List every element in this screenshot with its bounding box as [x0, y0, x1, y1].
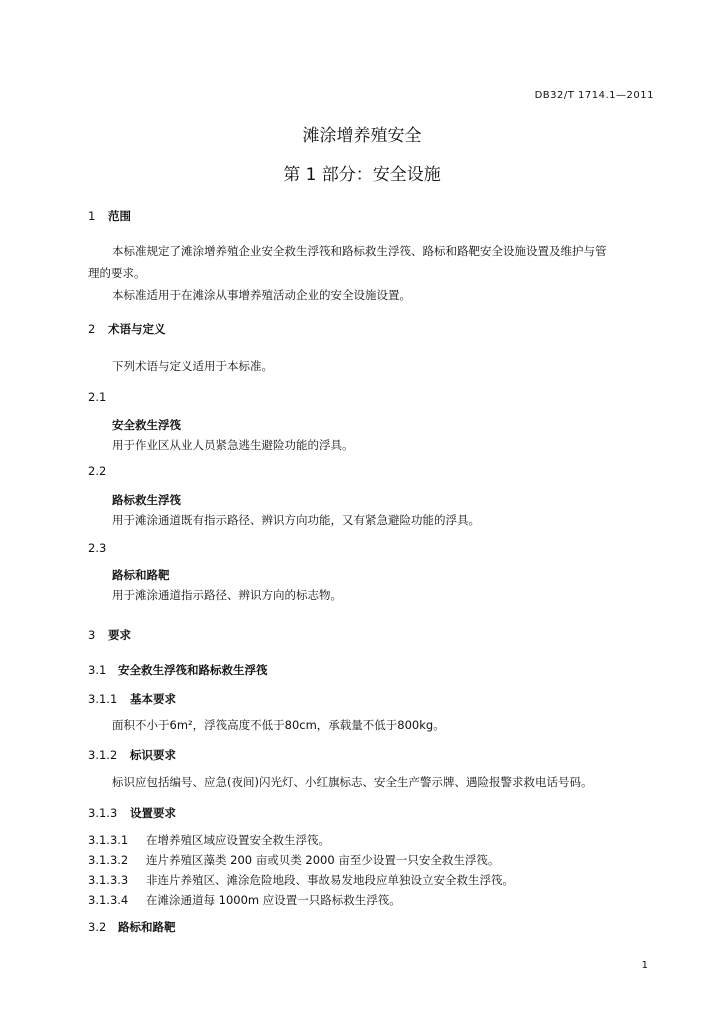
- basic-requirements-text: 面积不小于6m²，浮筏高度不低于80cm，承载量不低于800kg。: [112, 718, 445, 732]
- subsection-title: 路标和路靶: [118, 920, 176, 934]
- scope-paragraph-2: 本标准适用于在滩涂从事增养殖活动企业的安全设施设置。: [112, 288, 411, 302]
- subsection-title: 安全救生浮筏和路标救生浮筏: [118, 663, 268, 677]
- term-number: 2.1: [88, 390, 107, 404]
- item-text: 非连片养殖区、滩涂危险地段、事故易发地段应单独设立安全救生浮筏。: [146, 873, 514, 887]
- subsection-3-1-2-heading: [88, 747, 176, 763]
- subsection-3-2-heading: [88, 919, 176, 935]
- subsection-title: 基本要求: [130, 692, 176, 706]
- terms-intro: 下列术语与定义适用于本标准。: [112, 359, 273, 373]
- item-text: 连片养殖区藻类 200 亩或贝类 2000 亩至少设置一只安全救生浮筏。: [146, 853, 500, 867]
- item-number: 3.1.3.3: [88, 873, 129, 887]
- section-number: 2: [88, 322, 96, 336]
- term-name: 路标救生浮筏: [112, 493, 181, 507]
- item-number: 3.1.3.1: [88, 833, 129, 847]
- item-text: 在增养殖区域应设置安全救生浮筏。: [146, 833, 330, 847]
- list-item: [88, 832, 330, 848]
- term-name: 安全救生浮筏: [112, 418, 181, 432]
- term-definition: 用于作业区从业人员紧急逃生避险功能的浮具。: [112, 438, 354, 452]
- subsection-number: 3.1.3: [88, 806, 118, 820]
- subsection-number: 3.2: [88, 920, 107, 934]
- item-number: 3.1.3.4: [88, 893, 129, 907]
- item-number: 3.1.3.2: [88, 853, 129, 867]
- subsection-title: 设置要求: [130, 806, 176, 820]
- item-text: 在滩涂通道每 1000m 应设置一只路标救生浮筏。: [146, 893, 401, 907]
- scope-paragraph-line2: 理的要求。: [88, 266, 146, 280]
- section-title: 要求: [108, 628, 131, 642]
- section-3-heading: [88, 627, 131, 643]
- document-part-title: 第 1 部分：安全设施: [283, 165, 441, 185]
- section-number: 3: [88, 628, 96, 642]
- section-title: 术语与定义: [108, 322, 166, 336]
- subsection-number: 3.1.2: [88, 748, 118, 762]
- term-number: 2.3: [88, 541, 107, 555]
- subsection-title: 标识要求: [130, 748, 176, 762]
- subsection-3-1-3-heading: [88, 805, 176, 821]
- term-number: 2.2: [88, 464, 107, 478]
- section-2-heading: [88, 321, 166, 337]
- section-1-heading: [88, 208, 131, 224]
- section-number: 1: [88, 209, 96, 223]
- term-definition: 用于滩涂通道指示路径、辨识方向的标志物。: [112, 588, 342, 602]
- list-item: [88, 872, 514, 888]
- standard-code: DB32/T 1714.1—2011: [534, 90, 654, 101]
- subsection-number: 3.1.1: [88, 692, 118, 706]
- marking-requirements-text: 标识应包括编号、应急(夜间)闪光灯、小红旗标志、安全生产警示牌、遇险报警求救电话号码。: [112, 775, 593, 789]
- subsection-3-1-heading: [88, 662, 268, 678]
- list-item: [88, 852, 499, 868]
- term-definition: 用于滩涂通道既有指示路径、辨识方向功能，又有紧急避险功能的浮具。: [112, 513, 480, 527]
- section-title: 范围: [108, 209, 131, 223]
- subsection-3-1-1-heading: [88, 691, 176, 707]
- scope-paragraph-line1: 本标准规定了滩涂增养殖企业安全救生浮筏和路标救生浮筏、路标和路靶安全设施设置及维护与管: [112, 244, 607, 258]
- page-number: 1: [641, 960, 648, 971]
- list-item: [88, 892, 401, 908]
- document-title: 滩涂增养殖安全: [302, 126, 422, 146]
- term-name: 路标和路靶: [112, 568, 170, 582]
- subsection-number: 3.1: [88, 663, 107, 677]
